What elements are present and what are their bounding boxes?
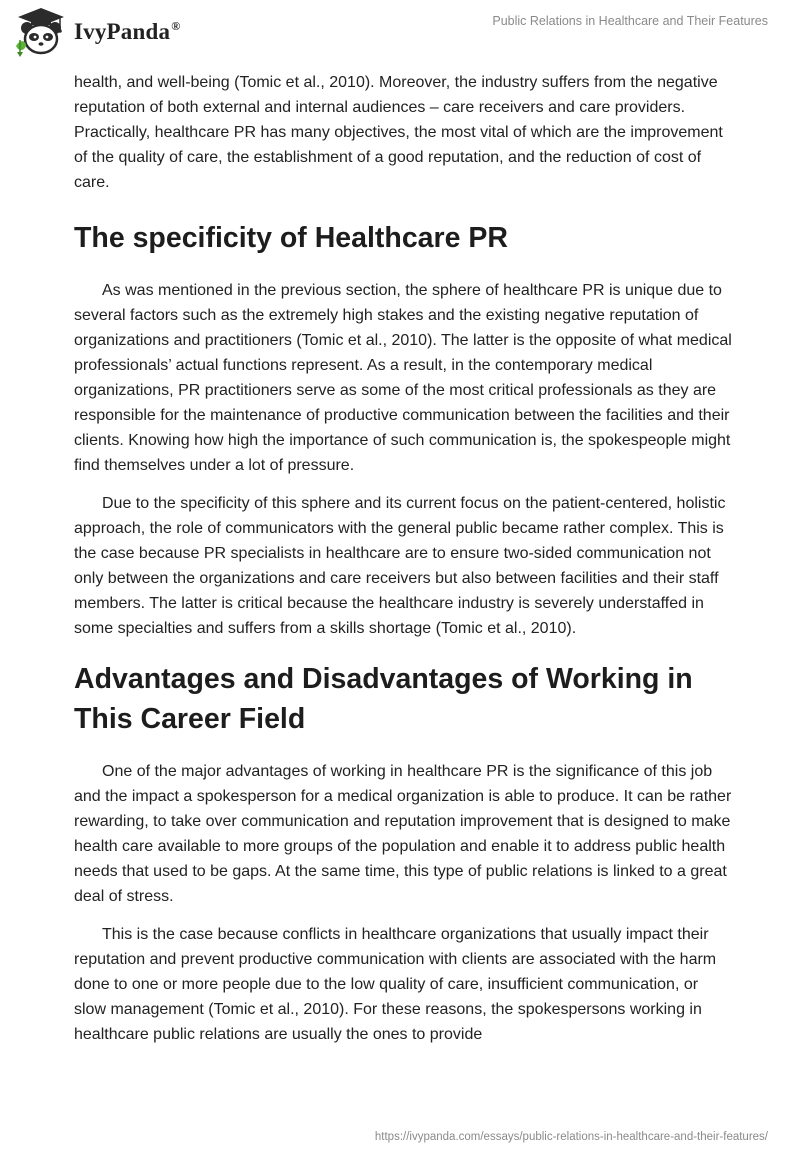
registered-mark: ®	[171, 19, 181, 34]
paragraph-specificity-1: As was mentioned in the previous section, the sphere of healthcare PR is unique due to several factors such as the extremely high stakes and the existing negative reputation of organizations and practitioners (Tomic et al., 2010). The latter is the opposite of what medical professionals’ actual functions represent. As a result, in the contemporary medical organizations, PR practitioners serve as some of the most critical professionals as they are responsible for the maintenance of productive communication between the facilities and their clients. Knowing how high the importance of such communication is, the spokespeople might find themselves under a lot of pressure.	[74, 282, 732, 474]
paragraph-specificity-2: Due to the specificity of this sphere and its current focus on the patient-centered, holistic approach, the role of communicators with the general public became rather complex. This is the case because PR specialists in healthcare are to ensure two-sided communication not only between the organizations and care receivers but also between facilities and their staff members. The latter is critical because the healthcare industry is severely understaffed in some specialties and suffers from a skills shortage (Tomic et al., 2010).	[74, 495, 726, 637]
heading-specificity: The specificity of Healthcare PR	[74, 222, 508, 254]
ivypanda-logo[interactable]	[14, 6, 180, 58]
essay-body	[74, 70, 734, 1060]
footer-source-url[interactable]: https://ivypanda.com/essays/public-relations-in-healthcare-and-their-features/	[374, 1131, 768, 1143]
heading-advantages: Advantages and Disadvantages of Working in This Career Field	[74, 663, 693, 735]
paragraph-continued: health, and well-being (Tomic et al., 2010). Moreover, the industry suffers from the negative reputation of both external and internal audiences – care receivers and care providers. Practically, healthcare PR has many objectives, the most vital of which are the improvement of the quality of care, the establishment of a good reputation, and the reduction of cost of care.	[74, 74, 723, 191]
paragraph-advantages-2: This is the case because conflicts in healthcare organizations that usually impact their reputation and prevent productive communication with clients are associated with the harm done to one or more people due to the low quality of care, insufficient communication, or slow management (Tomic et al., 2010). For these reasons, the spokespersons working in healthcare public relations are usually the ones to provide	[74, 926, 717, 1043]
brand-name: IvyPanda®	[74, 19, 181, 44]
page-header	[0, 0, 800, 70]
document-title: Public Relations in Healthcare and Their Features	[492, 14, 768, 28]
panda-graduate-icon	[14, 6, 68, 58]
paragraph-advantages-1: One of the major advantages of working in healthcare PR is the significance of this job and the impact a spokesperson for a medical organization is able to produce. It can be rather rewarding, to take over communication and reputation improvement that is designed to make health care available to more groups of the population and enable it to address public health needs that used to be gaps. At the same time, this type of public relations is linked to a great deal of stress.	[74, 763, 732, 905]
